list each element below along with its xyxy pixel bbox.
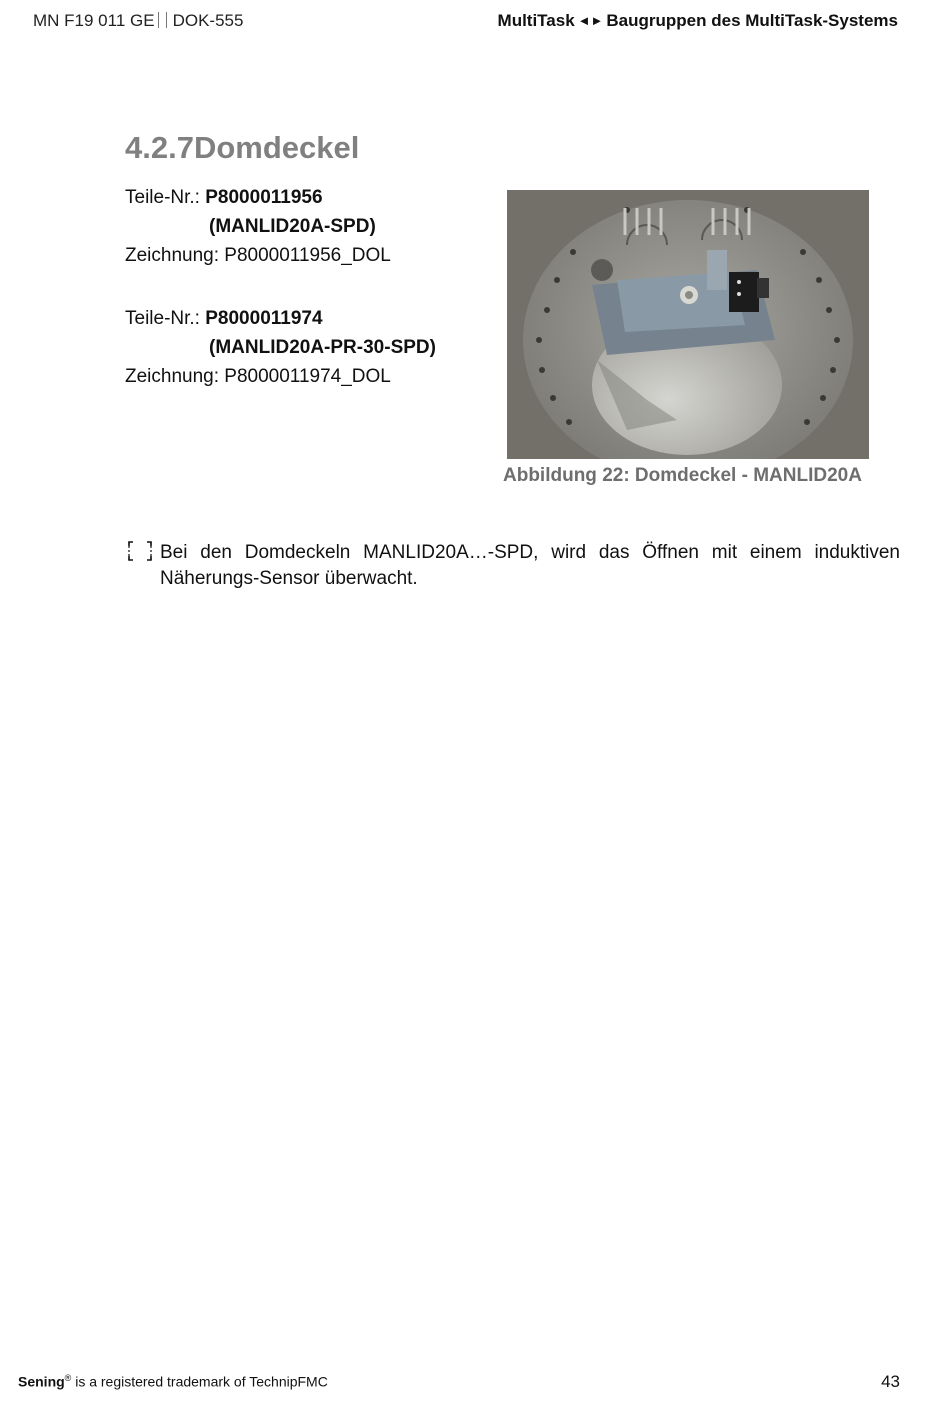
note-icon: [127, 540, 153, 562]
part-number: P8000011956: [205, 187, 323, 208]
part-number-row: [125, 304, 436, 333]
drawing-number: P8000011956_DOL: [224, 245, 391, 266]
header-doc-id: [33, 11, 243, 31]
page-number: 43: [881, 1372, 900, 1391]
figure-caption: Abbildung 22: Domdeckel - MANLID20A: [503, 465, 862, 486]
header-product: MultiTask: [497, 11, 575, 30]
part-number-label: Teile-Nr.:: [125, 187, 200, 208]
part-model: (MANLID20A-PR-30-SPD): [209, 337, 436, 358]
trademark-text: is a registered trademark of TechnipFMC: [71, 1373, 328, 1390]
doc-number: DOK-555: [172, 11, 244, 30]
drawing-row: [125, 362, 436, 391]
drawing-row: [125, 241, 391, 270]
drawing-number: P8000011974_DOL: [224, 366, 391, 387]
brand-name: Sening: [18, 1373, 65, 1390]
section-heading: [125, 130, 359, 166]
manlid-photo: [507, 190, 869, 459]
part-model: (MANLID20A-SPD): [209, 216, 376, 237]
section-title: Domdeckel: [193, 130, 360, 165]
trademark-notice: [18, 1373, 328, 1390]
drawing-label: Zeichnung:: [125, 245, 220, 266]
note-line: Näherungs-Sensor überwacht.: [160, 568, 418, 589]
section-number: 4.2.7: [125, 130, 194, 165]
drawing-label: Zeichnung:: [125, 366, 220, 387]
header-divider: [158, 12, 167, 28]
part-entry: [125, 304, 436, 391]
note-paragraph: [160, 540, 900, 592]
arrows-icon: ◄►: [577, 13, 604, 28]
doc-code: MN F19 011 GE: [33, 11, 155, 30]
registered-mark: ®: [64, 1373, 72, 1383]
part-number: P8000011974: [205, 308, 323, 329]
part-number-label: Teile-Nr.:: [125, 308, 200, 329]
header-chapter-title: Baugruppen des MultiTask-Systems: [606, 11, 898, 30]
header-chapter: [498, 11, 898, 31]
part-number-row: [125, 183, 391, 212]
part-entry: [125, 183, 391, 270]
note-line: Bei den Domdeckeln MANLID20A…-SPD, wird das Öffnen mit einem induktiven: [160, 542, 900, 563]
